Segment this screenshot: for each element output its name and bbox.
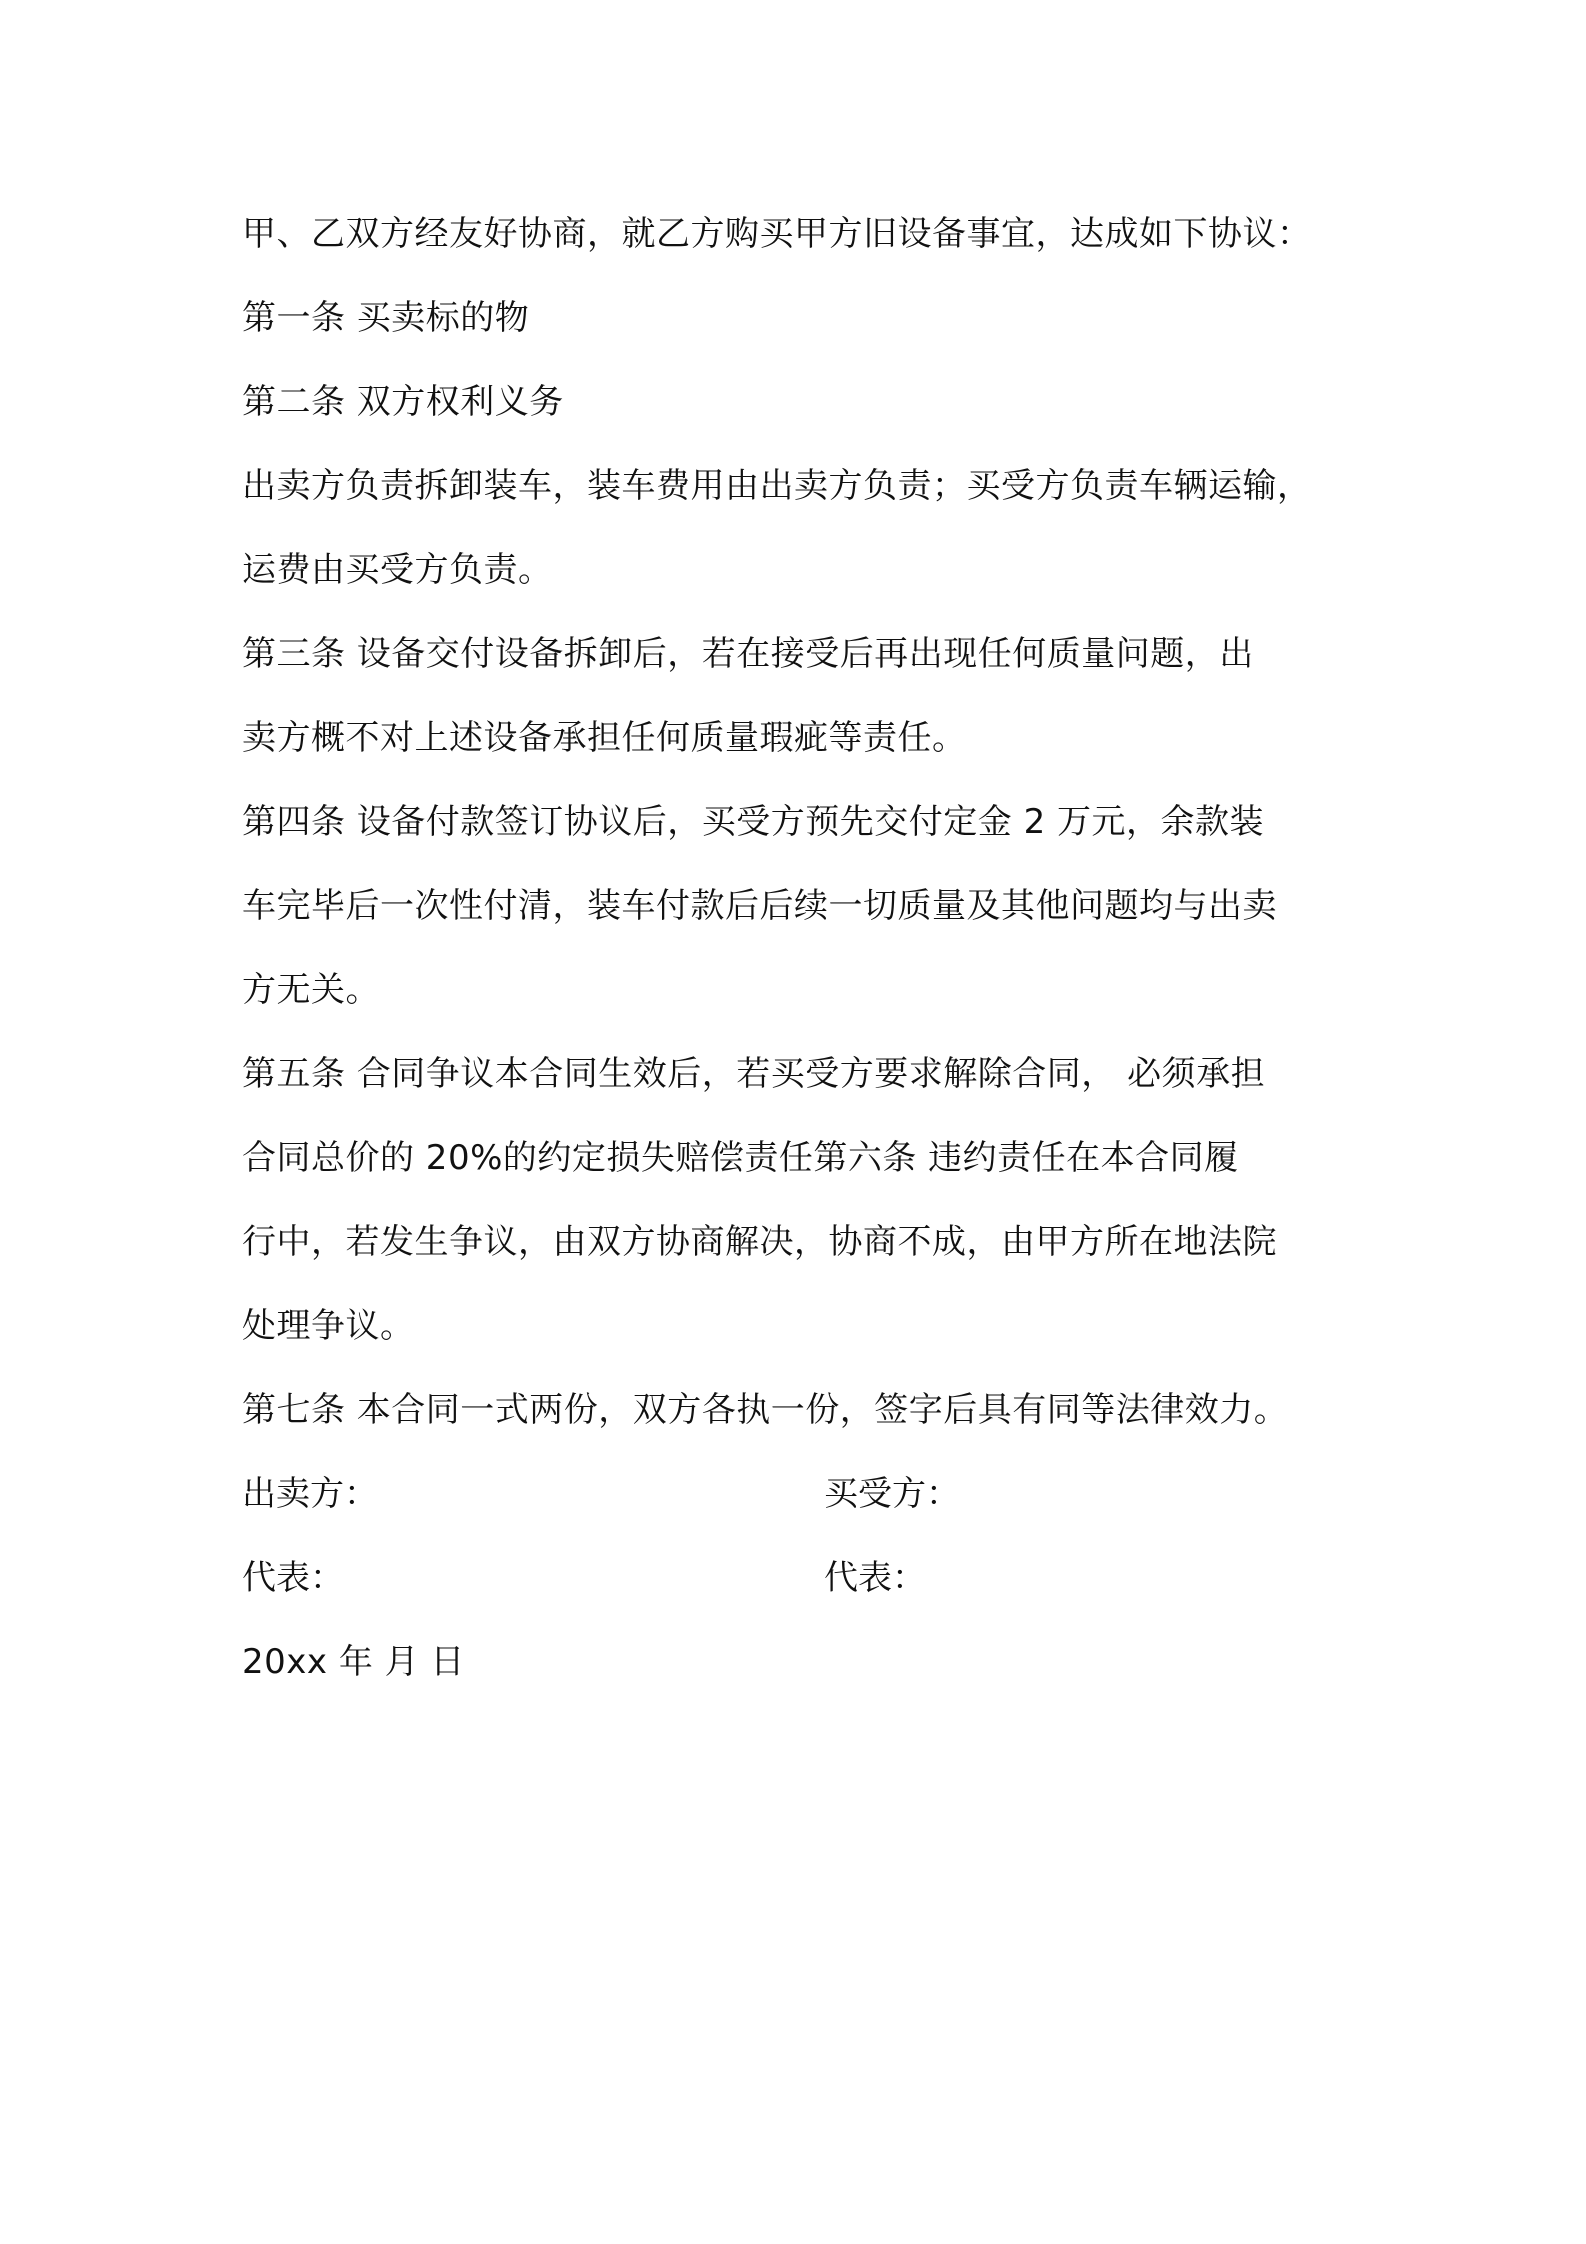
article-7-line: 第七条 本合同一式两份，双方各执一份，签字后具有同等法律效力。: [242, 1390, 1289, 1430]
article-2-text-line-2: 运费由买受方负责。: [242, 550, 553, 590]
buyer-label: 买受方：: [824, 1474, 960, 1514]
document-body: [242, 192, 1382, 1704]
buyer-representative-label: 代表：: [824, 1558, 926, 1598]
intro-paragraph: 甲、乙双方经友好协商，就乙方购买甲方旧设备事宜，达成如下协议：: [242, 214, 1312, 254]
article-3-line-2: 卖方概不对上述设备承担任何质量瑕疵等责任。: [242, 718, 967, 758]
article-2-heading: 第二条 双方权利义务: [242, 382, 564, 422]
article-4-line-1: 第四条 设备付款签订协议后，买受方预先交付定金 2 万元，余款装: [242, 802, 1265, 842]
article-5-line-1: 第五条 合同争议本合同生效后，若买受方要求解除合同， 必须承担: [242, 1054, 1266, 1094]
party-signature-row: [242, 1452, 1382, 1536]
representative-signature-row: [242, 1536, 1382, 1620]
article-6-line-2: 处理争议。: [242, 1306, 415, 1346]
date-line: 20xx 年 月 日: [242, 1642, 465, 1682]
article-4-line-2: 车完毕后一次性付清，装车付款后后续一切质量及其他问题均与出卖: [242, 886, 1277, 926]
seller-representative-label: 代表：: [242, 1558, 344, 1598]
seller-label: 出卖方：: [242, 1474, 378, 1514]
article-1-heading: 第一条 买卖标的物: [242, 298, 530, 338]
article-5-line-2: 合同总价的 20%的约定损失赔偿责任第六条 违约责任在本合同履: [242, 1138, 1239, 1178]
article-2-text-line-1: 出卖方负责拆卸装车，装车费用由出卖方负责；买受方负责车辆运输，: [242, 466, 1312, 506]
article-6-line-1: 行中，若发生争议，由双方协商解决，协商不成，由甲方所在地法院: [242, 1222, 1277, 1262]
article-4-line-3: 方无关。: [242, 970, 380, 1010]
article-3-line-1: 第三条 设备交付设备拆卸后，若在接受后再出现任何质量问题，出: [242, 634, 1254, 674]
